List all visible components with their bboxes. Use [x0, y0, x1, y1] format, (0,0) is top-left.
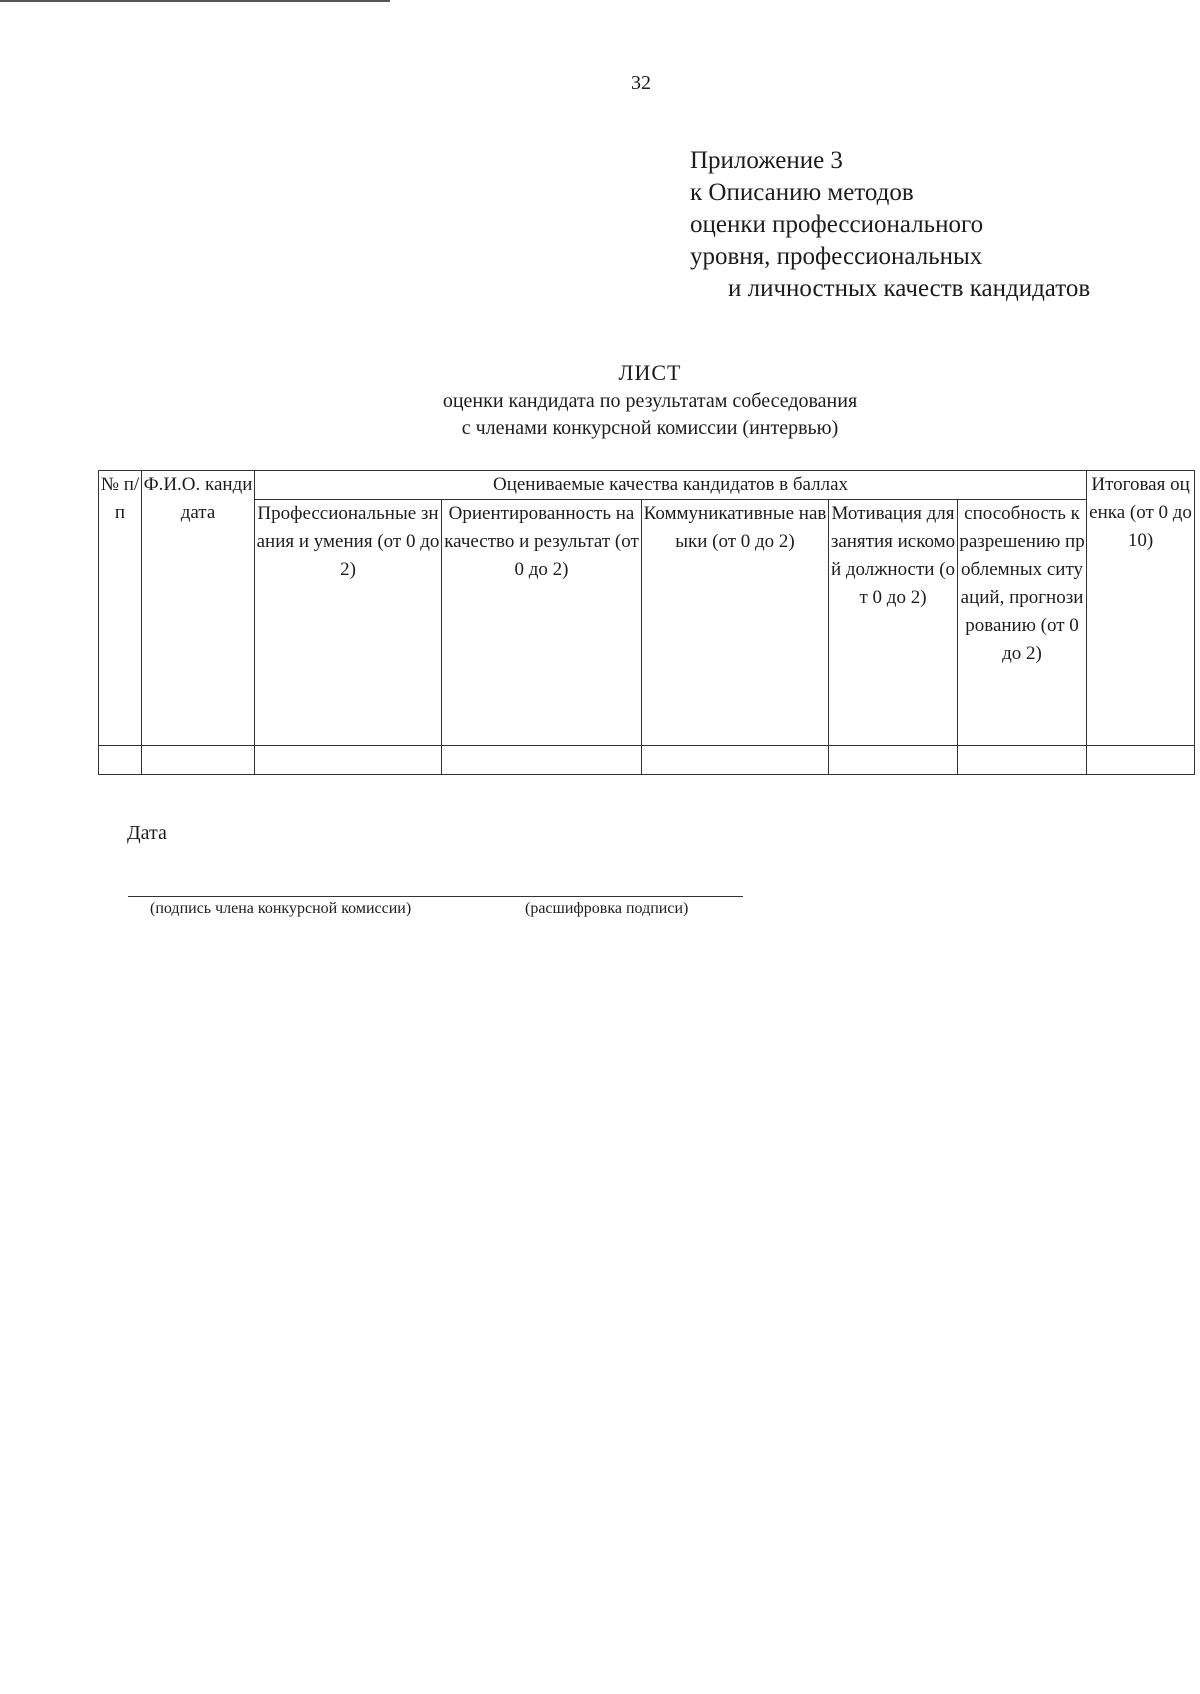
table-row: [99, 746, 1195, 775]
sheet-subtitle: оценки кандидата по результатам собеседования: [442, 390, 858, 412]
appendix-line: оценки профессионального: [690, 211, 984, 238]
table-cell[interactable]: [99, 746, 142, 775]
scan-edge-line: [0, 0, 390, 2]
assessment-table: [98, 470, 1195, 775]
table-cell[interactable]: [642, 746, 829, 775]
signature-member-caption: (подпись члена конкурсной комиссии): [150, 900, 412, 917]
header-number: № п/п: [99, 471, 142, 746]
table-cell[interactable]: [1087, 746, 1195, 775]
date-label: Дата: [127, 822, 167, 844]
appendix-line: и личностных качеств кандидатов: [728, 275, 1091, 302]
sheet-title: ЛИСТ: [618, 360, 682, 385]
header-total-score: Итоговая оценка (от 0 до 10): [1087, 471, 1195, 746]
header-quality: Мотивация для занятия искомой должности (от 0 до 2): [829, 500, 958, 746]
sheet-title-block: [300, 358, 1000, 442]
table-header-row: [99, 471, 1195, 500]
table-cell[interactable]: [958, 746, 1087, 775]
page-number: 32: [631, 72, 651, 94]
table-cell[interactable]: [442, 746, 642, 775]
header-quality: Профессиональные знания и умения (от 0 до 2): [255, 500, 442, 746]
signature-line: [128, 896, 743, 897]
appendix-line: к Описанию методов: [690, 179, 914, 206]
header-candidate-name: Ф.И.О. кандидата: [142, 471, 255, 746]
appendix-line: уровня, профессиональных: [690, 243, 983, 270]
table-cell[interactable]: [829, 746, 958, 775]
appendix-heading: [690, 145, 1170, 305]
appendix-line: Приложение 3: [690, 147, 843, 174]
sheet-subtitle: с членами конкурсной комиссии (интервью): [461, 417, 839, 439]
table-subheader-row: [99, 500, 1195, 746]
header-quality: Коммуникативные навыки (от 0 до 2): [642, 500, 829, 746]
table-cell[interactable]: [142, 746, 255, 775]
header-qualities-group: Оцениваемые качества кандидатов в баллах: [255, 471, 1087, 500]
signature-decoding-caption: (расшифровка подписи): [525, 900, 689, 917]
header-quality: Ориентированность на качество и результат (от 0 до 2): [442, 500, 642, 746]
table-cell[interactable]: [255, 746, 442, 775]
header-quality: способность к разрешению проблемных ситуаций, прогнозированию (от 0 до 2): [958, 500, 1087, 746]
